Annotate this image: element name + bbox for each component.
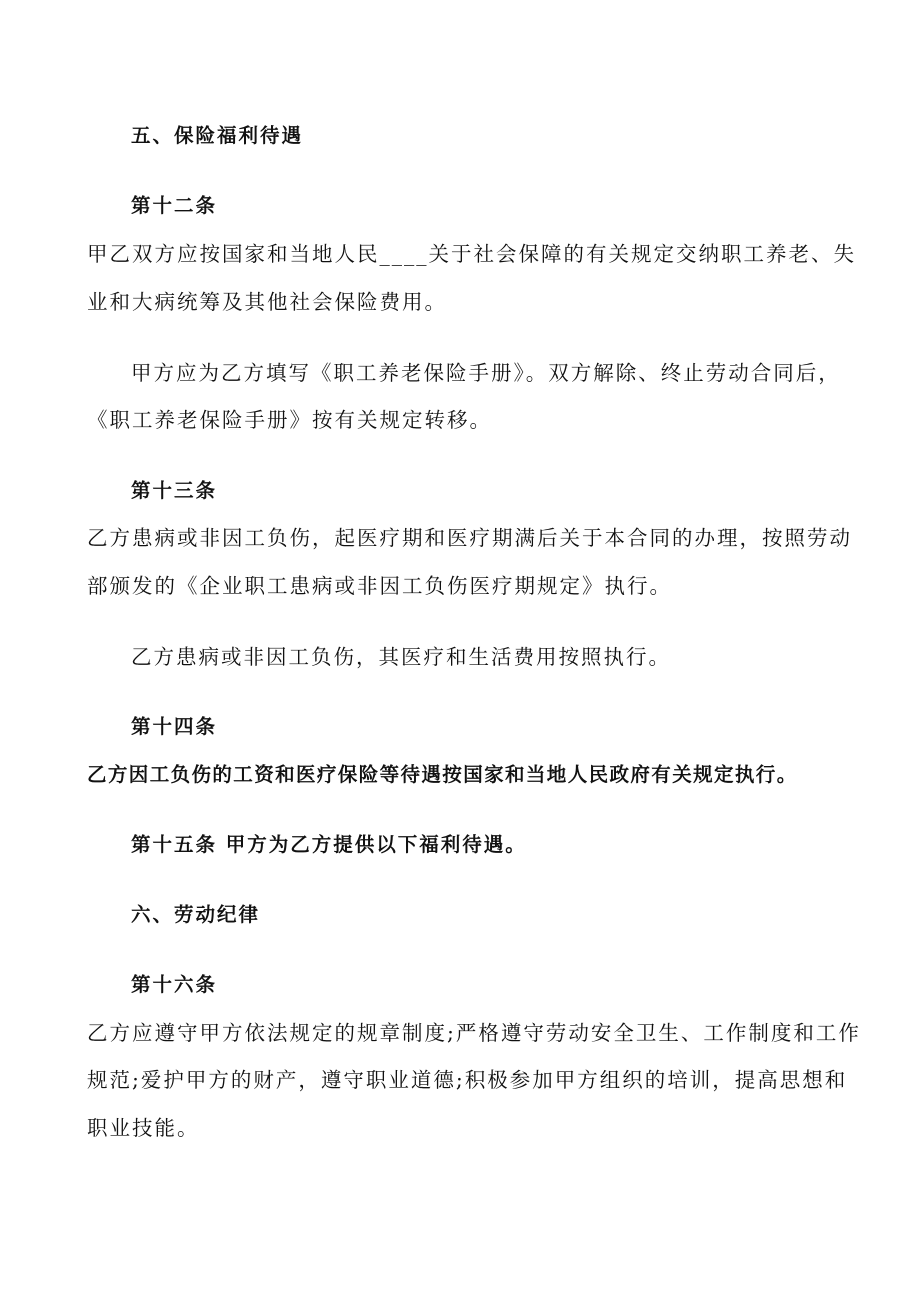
section-heading-discipline: 六、劳动纪律 [131, 903, 261, 926]
section-heading-insurance: 五、保险福利待遇 [131, 124, 304, 147]
article-12-heading: 第十二条 [131, 194, 218, 217]
article-16-heading: 第十六条 [131, 973, 218, 996]
article-16-paragraph-1-line-2: 规范;爱护甲方的财产，遵守职业道德;积极参加甲方组织的培训，提高思想和 [87, 1068, 848, 1092]
article-14-paragraph-1-line-1: 乙方因工负伤的工资和医疗保险等待遇按国家和当地人民政府有关规定执行。 [87, 763, 798, 786]
article-13-paragraph-2-line-1: 乙方患病或非因工负伤，其医疗和生活费用按照执行。 [131, 645, 671, 669]
article-14-heading: 第十四条 [131, 715, 218, 738]
article-12-paragraph-1-line-1: 甲乙双方应按国家和当地人民____关于社会保障的有关规定交纳职工养老、失 [87, 242, 856, 266]
article-12-paragraph-2-line-1: 甲方应为乙方填写《职工养老保险手册》。双方解除、终止劳动合同后， [131, 361, 841, 385]
article-12-paragraph-2-line-2: 《职工养老保险手册》按有关规定转移。 [87, 408, 492, 432]
article-13-paragraph-1-line-2: 部颁发的《企业职工患病或非因工负伤医疗期规定》执行。 [87, 574, 672, 598]
article-12-paragraph-1-line-2: 业和大病统筹及其他社会保险费用。 [87, 290, 447, 314]
article-13-paragraph-1-line-1: 乙方患病或非因工负伤，起医疗期和医疗期满后关于本合同的办理，按照劳动 [87, 526, 852, 550]
article-15-heading: 第十五条 甲方为乙方提供以下福利待遇。 [131, 833, 527, 856]
article-16-paragraph-1-line-1: 乙方应遵守甲方依法规定的规章制度;严格遵守劳动安全卫生、工作制度和工作 [87, 1021, 861, 1045]
article-13-heading: 第十三条 [131, 479, 218, 502]
article-16-paragraph-1-line-3: 职业技能。 [87, 1116, 200, 1140]
